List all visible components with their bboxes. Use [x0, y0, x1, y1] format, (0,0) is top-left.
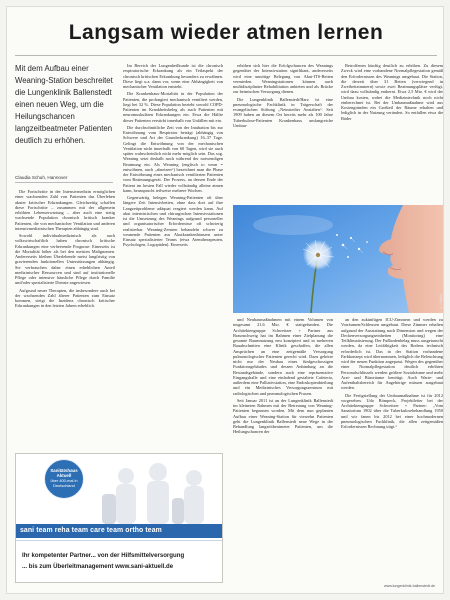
newspaper-page [6, 6, 444, 594]
ad-tagline-2: ... bis zum Überleitmanagement www.sani-aktuell.de [22, 563, 174, 570]
paragraph: erhöhen sich hier die Erfolgschancen des Weanings gegenüber der Intensivstation signifikant, andererseits wird eine unnötige Belegung von Akut-ITS-Betten vermieden. Weaningstationen können auch multidisziplinäre Rehabilitation anbieten und als Brücke zur heimischen Versorgung dienen. [233, 63, 333, 95]
footer-url: www.lungenklinik-ballenstedt.de [384, 584, 435, 588]
paragraph: und Neubaumaßnahmen mit einem Volumen von insgesamt 21,6 Mio. € stattgefunden. Die Architektengruppe Schweitzer + Partner aus Braunschweig hat im Rahmen einer Zielplanung die gesamte Raumnutzung neu konzipiert und in mehreren Bauabschnitten eine Klinik geschaffen, die allen Ansprüchen an eine zeitgemäße Versorgung pulmonologischer Patienten gerecht wird. Dazu gehörte nicht nur der Neubau eines fünfgeschossigen Funktionsgebäudes und dessen Anbindung an die Bestandsgebäude, sondern auch eine repräsentative Eingangshalle und eine einladend gestaltete Cafeteria, außerdem eine Palliativstation, eine Endoskopieabteilung und ein Medizinisches Versorgungszentrum mit radiologischen und pneumologischen Praxen. [233, 317, 333, 396]
sanitaetshaus-aktuell-logo [44, 459, 84, 499]
paragraph: Die durchschnittliche Zeit von der Intubation bis zur Entwöhnung vom Respirator beträgt (abhängig von Schwere und Art der Grunderkrankung) 16–37 Tage. Gelingt die Entwöhnung von der mechanischen Ventilation nicht innerhalb von 60 Tagen, wird sie auch später wahrscheinlich nicht mehr möglich sein. Das sog. Weaning setzt deshalb noch während der notwendigen Beatmung ein. Als Weaning (englisch to wean = entwöhnen, auch „absetzen“) bezeichnet man die Phase der Entwöhnung eines mechanisch ventilierten Patienten vom Beatmungsgerät. Der Prozess, an dessen Ende der Patient im besten Fall wieder vollständig alleine atmen kann, beansprucht teilweise mehrere Wochen. [123, 124, 223, 193]
ad-team-band: sani team reha team care team ortho team [16, 524, 222, 538]
paragraph: Die Fortschritte in der Intensivmedizin ermöglichen einer wachsenden Zahl von Patienten das Überleben akuter kritischer Erkrankungen. Gleichzeitig schaffen diese Fortschritte – zusammen mit der allgemein erhöhten Lebenserwartung – aber auch eine stetig wachsende Population chronisch kritisch kranker Patienten, die von mechanischer Ventilation und anderen intensivmedizinischen Therapien abhängig sind. [15, 189, 115, 231]
column-1 [15, 189, 115, 447]
paragraph: Die Lungenklinik Ballenstedt/Harz ist eine pneumologische Fachklinik in Trägerschaft der evangelischen Stiftung „Neinstedter Anstalten“. Seit 1909 haben an diesem Ort bereits mehr als 100 Jahre Tuberkulose-Patienten Krankenhaus umfangreiche Umbau- [233, 96, 333, 128]
article-author: Claudia Schuh, Hannover [15, 175, 113, 183]
paragraph: Seit Januar 2011 ist an der Lungenklinik Ballenstedt im kleineren Rahmen mit der Betreuung von Weaning-Patienten begonnen worden. Mit dem nun geplanten Aufbau einer Weaning-Station für vierzehn Patienten geht die Lungenklinik Ballenstedt neue Wege in der Behandlung langzeitbeatmeter Patienten, um die Heilungschancen der [233, 397, 333, 435]
paragraph: Im Bereich der Lungenheilkunde ist die chronisch respiratorische Erkrankung als ein Teilaspekt der chronisch kritischen Erkrankung besonders zu erwähnen. Diese liegt u.a. dann vor, wenn eine Abhängigkeit von mechanischer Ventilation entsteht. [123, 63, 223, 89]
column-2 [123, 63, 223, 447]
article-headline: Langsam wieder atmen lernen [68, 21, 384, 44]
column-4-bottom [341, 317, 443, 579]
badge-title: Sanitätshaus Aktuell [50, 468, 78, 479]
photo-credit: © Fotolia [439, 293, 443, 309]
headline-rule [15, 55, 437, 56]
paragraph: Aufgrund neuer Therapien, die insbesondere auch bei der wachsenden Zahl älterer Patienten zum Einsatz kommen, steigt die Inzidenz chronisch kritischer Erkrankungen in den letzten Jahren erheblich. [15, 287, 115, 309]
column-4-top [341, 63, 443, 201]
paragraph: Gegenwärtig belegen Weaning-Patienten oft über längere Zeit Intensivbetten, ohne dass dort auf ihre Langzeitprobleme adäquat reagiert werden kann. Auf akut internistischen und chirurgischen Intensivstationen ist die Umsetzung des Weanings aufgrund personeller und organisatorischer Erfordernisse oft schwierig realisierbar. Weaning-Zentren behandeln schwer zu weanende Patienten aus Akutkrankenhäusern unter Einsatz spezialisierter Teams (etwa Atemtherapeuten, Psychologen, Logopäden). Einerseits [123, 195, 223, 248]
paragraph: Die Fertigstellung der Umbaumaßnahme ist für 2012 vorgesehen. Udo Römpeck, Projektleiter bei der Architektengruppe Schweitzer + Partner: „Vom Sanatorium 1902 über die Tuberkulosebehandlung 1950 und wir fanen bis 2012 bei einer hochmodernen pneumologischen Fachklinik, die allen zeitgemäßen Erfordernissen Rechnung trägt.“ [341, 392, 443, 429]
badge-subtitle: über 400-mal in Deutschland [50, 478, 78, 488]
paragraph: an den zukünftigen ICU-Zimmern und werden zu Vorräumen/Schleusen umgebaut. Diese Zimmer erhalten aufgrund der Ausstattung nach Dimension und wegen der Deckenversorgungseinheiten (Monitoring) eine Teilklimatisierung. Der Fußbodenbelag muss ausgetauscht werden, da eine Leitfähigkeit des Bodens technisch erforderlich ist. Das in der Station vorhandene Farbkonzept wird übernommen, lediglich die Beleuchtung wird der neuen Funktion angepasst. Wegen des gegenüber einer Normalpflegestation deutlich erhöhten Personalschlüssels werden größere Sozialräume und mehr Arzt- und Büroräume benötigt. Auch Warte- und Aufenthaltsbereich für Angehörige müssen ausgebaut werden. [341, 317, 443, 391]
sani-team-advertisement [15, 453, 223, 583]
ad-tagline-1: Ihr kompetenter Partner... von der Hilfsmittelversorgung [22, 552, 185, 559]
dandelion-illustration [233, 205, 444, 313]
dandelion-photo [233, 205, 444, 313]
paragraph: Sowohl individualmedizinisch als auch volkswirtschaftlich haben chronisch kritische Erkrankungen eine verheerende Prognose: Einerseits ist die Mortalität höher als bei den meisten Malignomen. Andererseits bleiben Überlebende meist langfristig von gravierenden funktionellen Unterstützungen abhängig. Sie verbrauchen daher einen erheblichen Anteil medizinischer Ressourcen und sind auf institutionelle Pflege oder intensive häusliche Pflege durch Familie und/oder spezialisierte Dienste angewiesen. [15, 233, 115, 286]
column-3-top [233, 63, 333, 201]
article-lead: Mit dem Aufbau einer Weaning-Station beschreitet die Lungenklinik Ballenstedt einen neuen Weg, um die Heilungschancen langzeitbeatmeter Patienten deutlich zu erhöhen. [15, 64, 113, 145]
paragraph: Betroffenen künftig deutlich zu erhöhen. Zu diesem Zweck wird eine vorhandene Normalpflegestation gemäß den Erfordernissen des Weanings umgebaut. Die Station, die derzeit über 31 Betten (verwiegend in Zweibettzimmern) sowie zwei Beatmungsplätze verfügt, wird dazu vollständig entkernt. Etwa 2,5 Mio. € wird der Umbau kosten, wobei die Medizintechnik noch nicht einberechnet ist. Bei der Umbaumaßnahme wird aus Kostengründen ein Großteil der Räume erhalten und lediglich in der Nutzung verändert. So entfallen etwa die Bäder [341, 63, 443, 121]
column-3-bottom [233, 317, 333, 585]
paragraph: Die Krankenhaus-Mortalität in der Population der Patienten, die prolongiert mechanisch ventiliert werden, liegt bei 32 %. Diese Population bezieht sowohl COPD-Patienten im Krankheitsbeleg als auch Patienten mit neuromuskulären Erkrankungen ein. Etwa die Hälfte dieser Patienten verstirbt innerhalb von Unfällen mit ein. [123, 91, 223, 123]
